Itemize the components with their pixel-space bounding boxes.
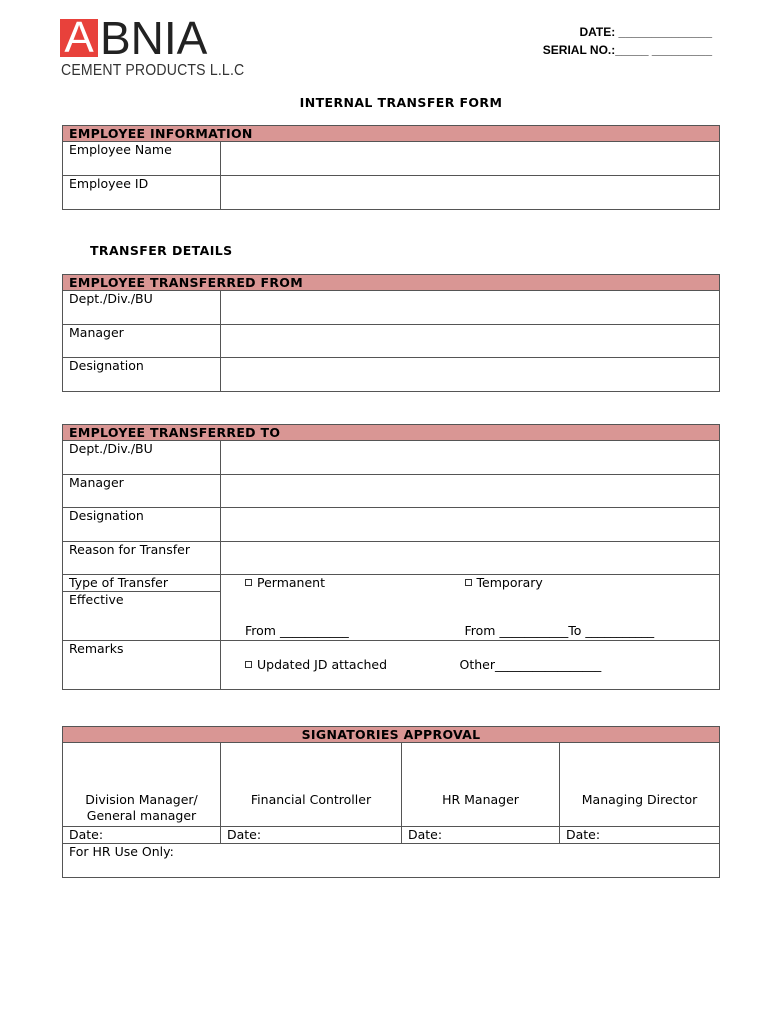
to-dept-label: Dept./Div./BU bbox=[63, 441, 221, 475]
employee-name-field[interactable] bbox=[221, 142, 720, 176]
financial-controller-role: Financial Controller bbox=[250, 792, 372, 807]
managing-director-role: Managing Director bbox=[581, 792, 698, 807]
from-dept-label: Dept./Div./BU bbox=[63, 291, 221, 325]
reason-label: Reason for Transfer bbox=[63, 542, 221, 575]
to-dept-field[interactable] bbox=[221, 441, 720, 475]
to-manager-label: Manager bbox=[63, 475, 221, 508]
permanent-option[interactable]: Permanent bbox=[245, 575, 439, 591]
hr-manager-date[interactable]: Date: bbox=[402, 827, 560, 844]
updated-jd-cell bbox=[221, 641, 439, 690]
permanent-checkbox-icon[interactable] bbox=[245, 579, 252, 586]
updated-jd-checkbox-icon[interactable] bbox=[245, 661, 252, 668]
signatories-table bbox=[62, 726, 720, 878]
other-field[interactable]: Other_________________ bbox=[459, 657, 602, 672]
from-dept-field[interactable] bbox=[221, 291, 720, 325]
temporary-option[interactable]: Temporary bbox=[465, 575, 720, 591]
transferred-from-heading: EMPLOYEE TRANSFERRED FROM bbox=[63, 275, 720, 291]
remarks-label: Remarks bbox=[63, 641, 221, 690]
financial-controller-signature[interactable] bbox=[221, 743, 402, 827]
division-manager-signature[interactable] bbox=[63, 743, 221, 827]
signatories-heading: SIGNATORIES APPROVAL bbox=[63, 727, 720, 743]
type-of-transfer-label: Type of Transfer bbox=[63, 575, 221, 592]
division-manager-role: Division Manager/ bbox=[85, 792, 198, 807]
employee-id-label: Employee ID bbox=[63, 176, 221, 210]
temporary-period-field[interactable]: From ___________To ___________ bbox=[464, 623, 655, 638]
managing-director-signature[interactable] bbox=[560, 743, 720, 827]
reason-field[interactable] bbox=[221, 542, 720, 575]
transfer-details-heading: TRANSFER DETAILS bbox=[90, 243, 233, 258]
effective-label: Effective bbox=[63, 592, 221, 641]
from-designation-label: Designation bbox=[63, 358, 221, 392]
hr-use-only-field[interactable]: For HR Use Only: bbox=[63, 844, 720, 878]
serial-number-field[interactable]: SERIAL NO.:_____ _________ bbox=[542, 43, 712, 57]
logo-letter: A bbox=[64, 13, 94, 62]
temporary-option-cell bbox=[439, 575, 720, 641]
hr-manager-role: HR Manager bbox=[442, 792, 519, 807]
permanent-option-cell bbox=[221, 575, 439, 641]
hr-manager-signature[interactable] bbox=[402, 743, 560, 827]
from-manager-field[interactable] bbox=[221, 325, 720, 358]
managing-director-date[interactable]: Date: bbox=[560, 827, 720, 844]
transferred-to-heading: EMPLOYEE TRANSFERRED TO bbox=[63, 425, 720, 441]
general-manager-role: General manager bbox=[86, 808, 197, 823]
employee-id-field[interactable] bbox=[221, 176, 720, 210]
transferred-to-table bbox=[62, 424, 720, 690]
company-logo-word: BNIA bbox=[100, 12, 208, 64]
updated-jd-option[interactable]: Updated JD attached bbox=[245, 657, 439, 673]
financial-controller-date[interactable]: Date: bbox=[221, 827, 402, 844]
other-cell bbox=[439, 641, 720, 690]
employee-information-heading: EMPLOYEE INFORMATION bbox=[63, 126, 720, 142]
company-subtitle: CEMENT PRODUCTS L.L.C bbox=[61, 62, 245, 79]
temporary-checkbox-icon[interactable] bbox=[465, 579, 472, 586]
form-title: INTERNAL TRANSFER FORM bbox=[299, 95, 503, 110]
company-logo-mark bbox=[60, 13, 98, 62]
date-field[interactable]: DATE: ______________ bbox=[579, 25, 712, 39]
to-designation-field[interactable] bbox=[221, 508, 720, 542]
employee-name-label: Employee Name bbox=[63, 142, 221, 176]
employee-information-table bbox=[62, 125, 720, 210]
division-manager-date[interactable]: Date: bbox=[63, 827, 221, 844]
from-manager-label: Manager bbox=[63, 325, 221, 358]
to-designation-label: Designation bbox=[63, 508, 221, 542]
from-designation-field[interactable] bbox=[221, 358, 720, 392]
to-manager-field[interactable] bbox=[221, 475, 720, 508]
permanent-from-field[interactable]: From ___________ bbox=[245, 623, 349, 638]
transferred-from-table bbox=[62, 274, 720, 392]
